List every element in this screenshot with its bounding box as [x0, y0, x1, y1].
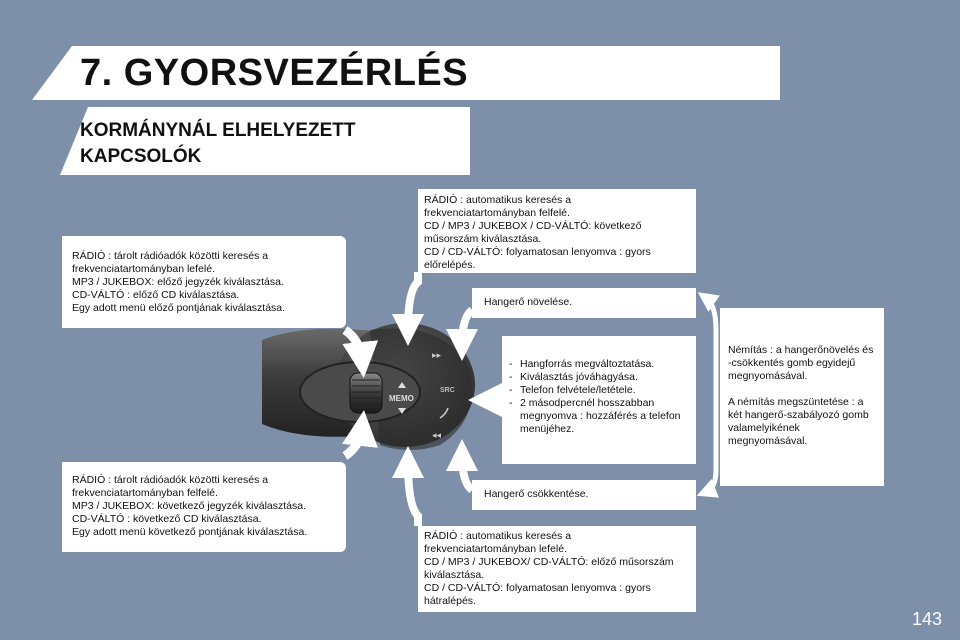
page-number: 143: [911, 609, 942, 629]
callout-right-top: [418, 189, 696, 273]
arrow-vol-up-icon: [462, 310, 472, 345]
callout-left-bottom: [62, 462, 346, 552]
next-track-icon: ▸▸: [432, 350, 442, 360]
callout-mute-text: Némítás : a hangerőnövelés és -csökkentés gomb egyidejű megnyomásával. A némítás megszüntetése : a két hangerő-szabályozó gomb valamelyikének megnyomásával.: [728, 344, 874, 447]
callout-source-button: [502, 336, 696, 464]
callout-volume-up-text: Hangerő növelése.: [484, 296, 573, 308]
thumb-wheel: [350, 373, 382, 413]
source-button-functions: [508, 358, 690, 436]
source-item: - 2 másodpercnél hosszabban megnyomva : hozzáférés a telefon menüjéhez.: [508, 397, 690, 436]
memo-label: MEMO: [389, 394, 414, 403]
arrow-prev-icon: [408, 462, 418, 526]
callout-right-top-text: RÁDIÓ : automatikus keresés a frekvenciatartományban felfelé. CD / MP3 / JUKEBOX / CD-VÁLTÓ: következő műsorszám kiválasztása. CD / CD-VÁLTÓ: folyamatosan lenyomva : gyors előrelépés.: [424, 194, 651, 271]
callout-volume-down-text: Hangerő csökkentése.: [484, 488, 589, 500]
callout-left-top-text: RÁDIÓ : tárolt rádióadók közötti keresés a frekvenciatartományban lefelé. MP3 / JUKEBOX: előző jegyzék kiválasztása. CD-VÁLTÓ : előző CD kiválasztása. Egy adott menü előző pontjának kiválasztása.: [72, 250, 286, 314]
callout-left-top: [62, 236, 346, 328]
source-item: - Kiválasztás jóváhagyása.: [508, 371, 690, 384]
arrow-vol-down-icon: [462, 455, 472, 490]
callout-mute: [720, 308, 884, 486]
callout-left-bottom-text: RÁDIÓ : tárolt rádióadók közötti keresés a frekvenciatartományban felfelé. MP3 / JUKEBOX: következő jegyzék kiválasztása. CD-VÁLTÓ : következő CD kiválasztása. Egy adott menü következő pontjának kiválasztása.: [72, 474, 308, 538]
prev-track-icon: ◂◂: [432, 430, 442, 440]
callout-volume-down: [472, 480, 696, 510]
callout-right-bottom-text: RÁDIÓ : automatikus keresés a frekvenciatartományban lefelé. CD / MP3 / JUKEBOX/ CD-VÁLTÓ: előző műsorszám kiválasztása. CD / CD-VÁLTÓ: folyamatosan lenyomva : gyors hátralépés.: [424, 530, 674, 607]
section-subtitle: KORMÁNYNÁL ELHELYEZETT KAPCSOLÓK: [80, 120, 356, 167]
page-title: 7. GYORSVEZÉRLÉS: [80, 52, 469, 94]
arrow-next-icon: [408, 272, 418, 330]
source-item: - Telefon felvétele/letétele.: [508, 384, 690, 397]
source-item: - Hangforrás megváltoztatása.: [508, 358, 690, 371]
arrow-mute-icon: [706, 298, 716, 492]
callout-right-bottom: [418, 526, 696, 612]
src-label: SRC: [440, 387, 455, 394]
callout-volume-up: [472, 288, 696, 318]
